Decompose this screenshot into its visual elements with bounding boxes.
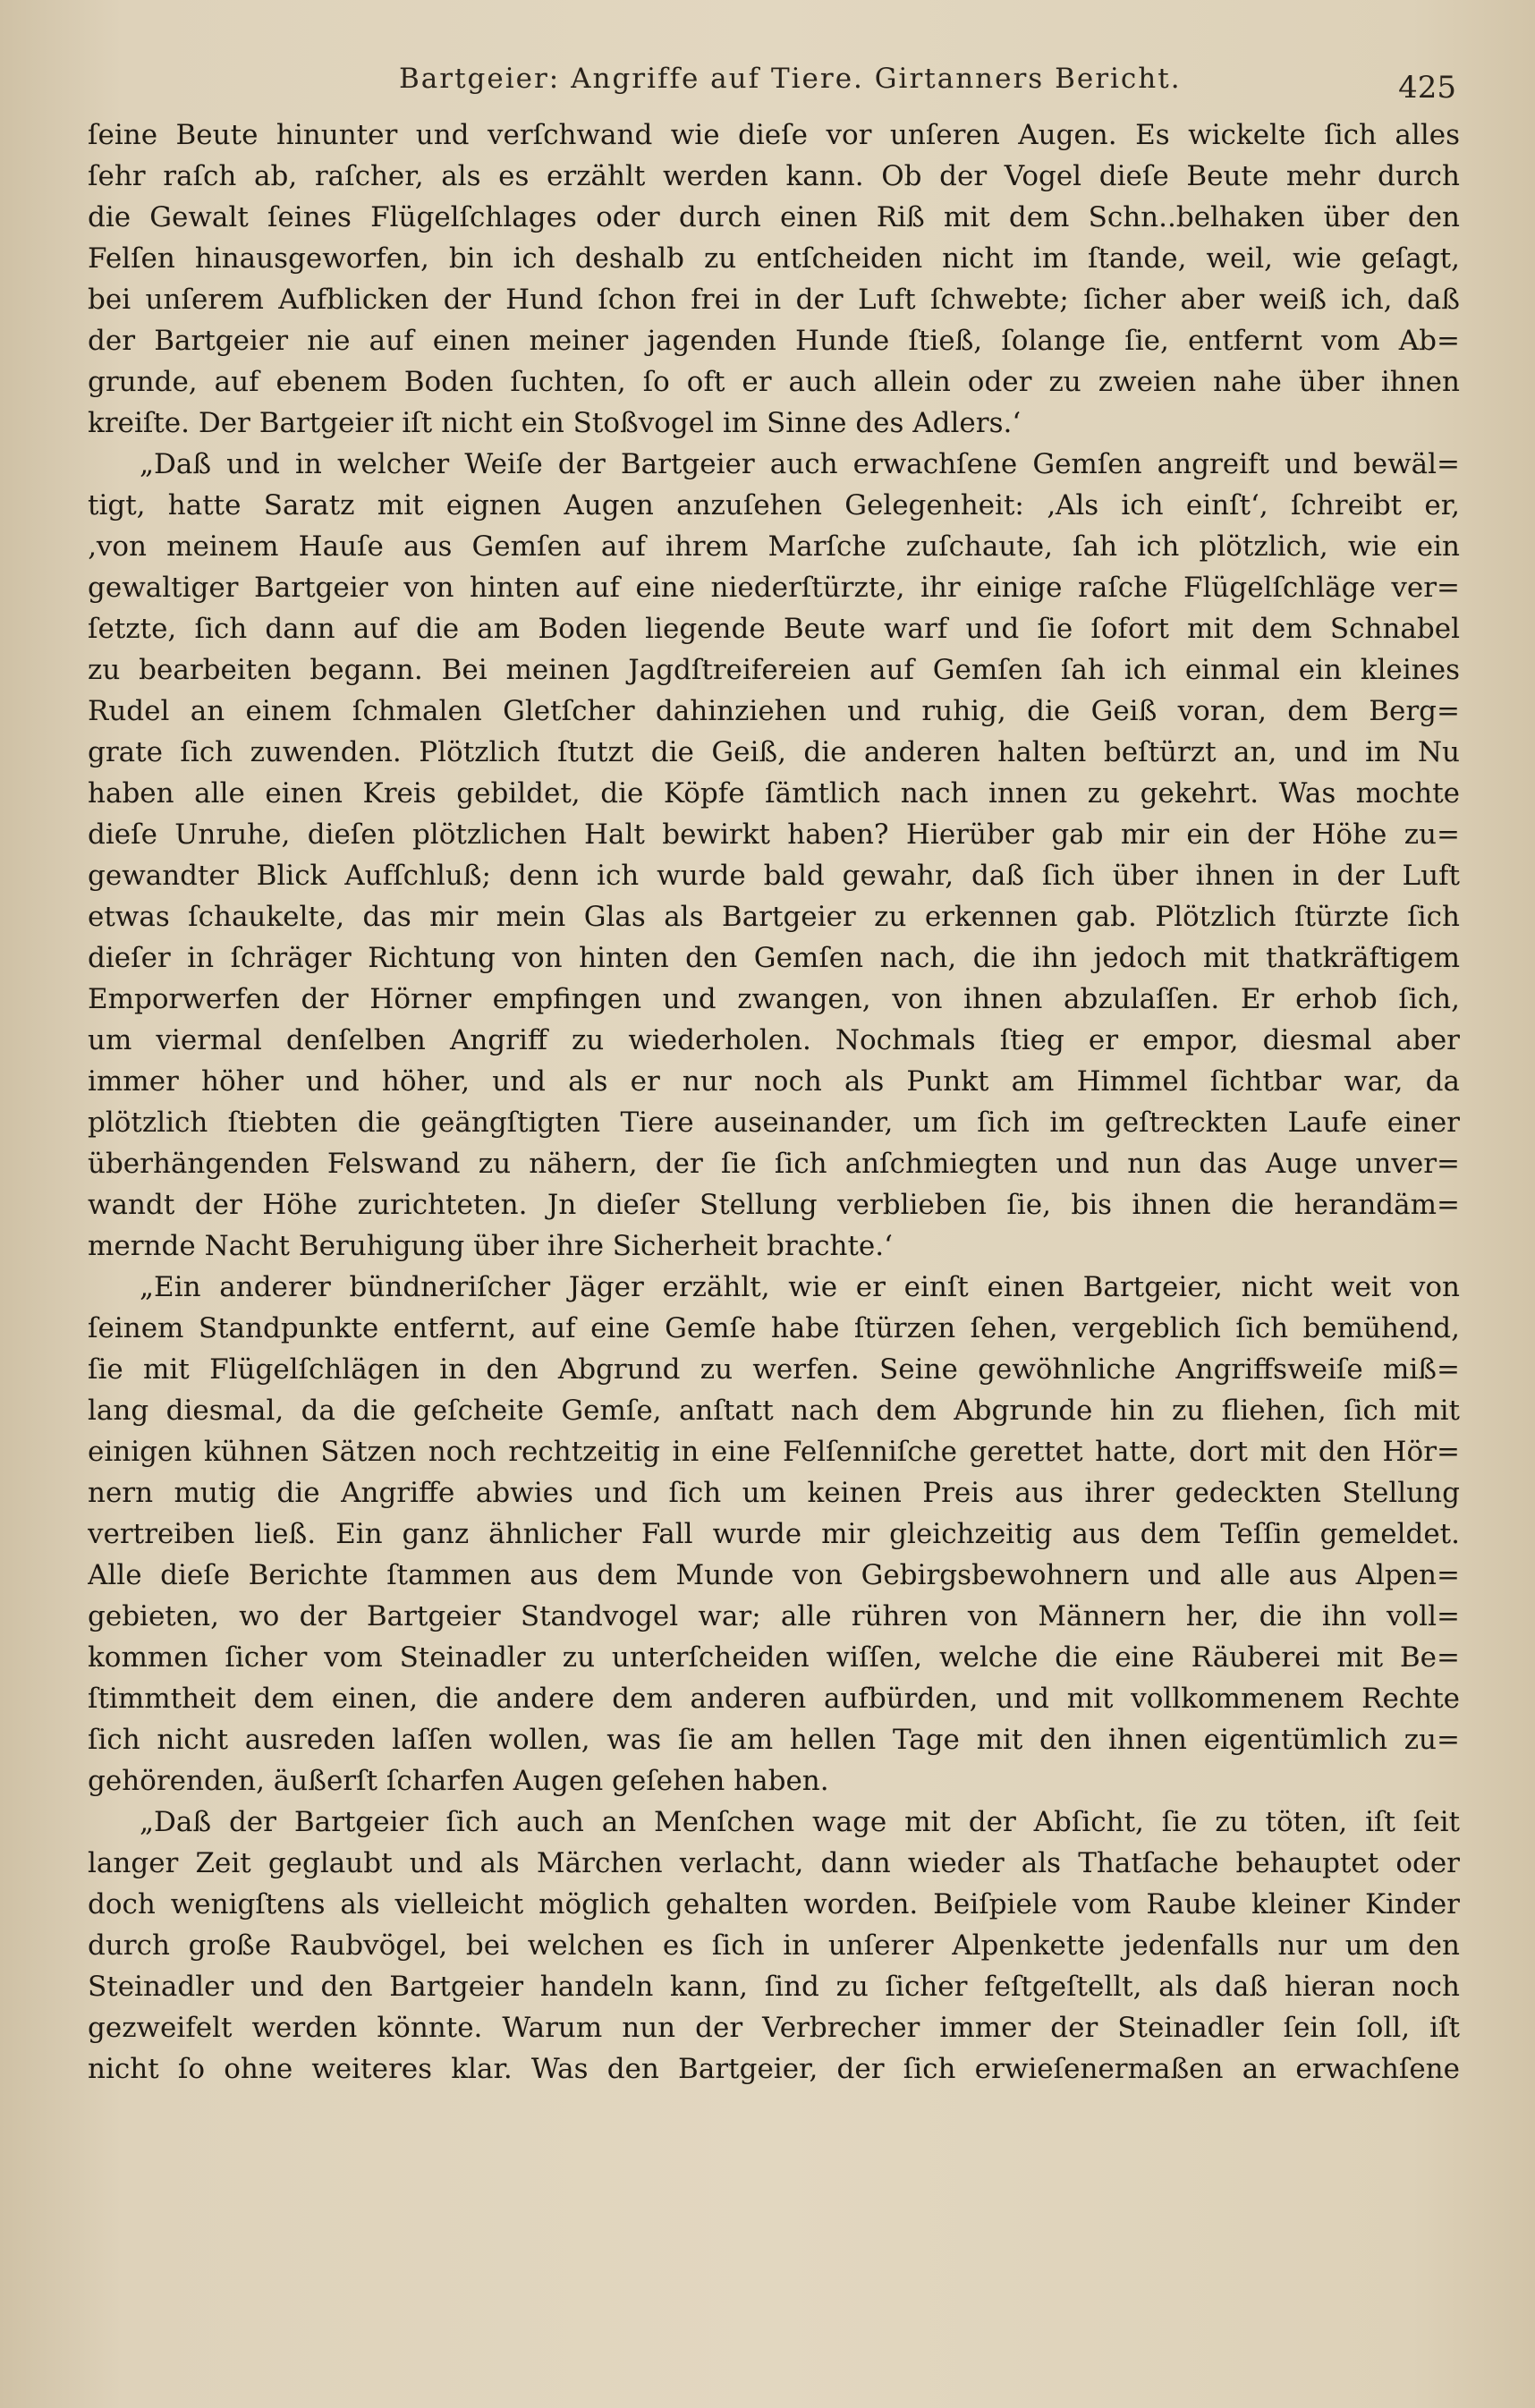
text-line: gewaltiger Bartgeier von hinten auf eine niederſtürzte, ihr einige raſche Flügelſchläge ver= (88, 572, 1460, 604)
text-line: „Daß und in welcher Weiſe der Bartgeier auch erwachſene Gemſen angreift und bewäl= (140, 448, 1460, 480)
text-line: ſeine Beute hinunter und verſchwand wie dieſe vor unſeren Augen. Es wickelte ſich alles (88, 119, 1460, 151)
text-line: ſich nicht ausreden laſſen wollen, was ſie am hellen Tage mit den ihnen eigentümlich zu= (88, 1724, 1460, 1756)
text-line: nicht ſo ohne weiteres klar. Was den Bartgeier, der ſich erwieſenermaßen an erwachſene (88, 2053, 1460, 2085)
text-line: der Bartgeier nie auf einen meiner jagenden Hunde ſtieß, ſolange ſie, entfernt vom Ab= (88, 325, 1460, 357)
text-line: nern mutig die Angriffe abwies und ſich um keinen Preis aus ihrer gedeckten Stellung (88, 1477, 1460, 1509)
text-line: tigt, hatte Saratz mit eignen Augen anzuſehen Gelegenheit: ‚Als ich einſt‘, ſchreibt er, (88, 489, 1460, 521)
text-line: die Gewalt ſeines Flügelſchlages oder durch einen Riß mit dem Schn..belhaken über den (88, 201, 1460, 233)
text-line: Rudel an einem ſchmalen Gletſcher dahinziehen und ruhig, die Geiß voran, dem Berg= (88, 695, 1460, 727)
page-number: 425 (1398, 70, 1456, 106)
text-line: immer höher und höher, und als er nur noch als Punkt am Himmel ſichtbar war, da (88, 1065, 1460, 1098)
text-line: ſtimmtheit dem einen, die andere dem anderen aufbürden, und mit vollkommenem Rechte (88, 1683, 1460, 1715)
text-line: wandt der Höhe zurichteten. Jn dieſer Stellung verblieben ſie, bis ihnen die herandäm= (88, 1189, 1460, 1221)
text-line: gewandter Blick Aufſchluß; denn ich wurde bald gewahr, daß ſich über ihnen in der Luft (88, 860, 1460, 892)
text-line: plötzlich ſtiebten die geängſtigten Tiere auseinander, um ſich im geſtreckten Laufe einer (88, 1106, 1460, 1139)
text-line: vertreiben ließ. Ein ganz ähnlicher Fall wurde mir gleichzeitig aus dem Teſſin gemeldet. (88, 1518, 1460, 1550)
text-line: ſetzte, ſich dann auf die am Boden liegende Beute warf und ſie ſofort mit dem Schnabel (88, 613, 1460, 645)
text-line: ſie mit Flügelſchlägen in den Abgrund zu werfen. Seine gewöhnliche Angriffsweiſe miß= (88, 1353, 1460, 1386)
text-line: um viermal denſelben Angriff zu wiederholen. Nochmals ſtieg er empor, diesmal aber (88, 1024, 1460, 1056)
text-line: gezweifelt werden könnte. Warum nun der Verbrecher immer der Steinadler ſein ſoll, iſt (88, 2012, 1460, 2044)
text-line: zu bearbeiten begann. Bei meinen Jagdſtreifereien auf Gemſen ſah ich einmal ein kleines (88, 654, 1460, 686)
text-line: grate ſich zuwenden. Plötzlich ſtutzt die Geiß, die anderen halten beſtürzt an, und im Nu (88, 736, 1460, 768)
text-line: gebieten, wo der Bartgeier Standvogel war; alle rühren von Männern her, die ihn voll= (88, 1600, 1460, 1632)
text-line: Emporwerfen der Hörner empfingen und zwangen, von ihnen abzulaſſen. Er erhob ſich, (88, 983, 1460, 1015)
text-line: ſeinem Standpunkte entfernt, auf eine Gemſe habe ſtürzen ſehen, vergeblich ſich bemühend, (88, 1312, 1460, 1344)
text-line: Alle dieſe Berichte ſtammen aus dem Munde von Gebirgsbewohnern und alle aus Alpen= (88, 1559, 1460, 1591)
body-text (88, 114, 1460, 2090)
text-line: doch wenigſtens als vielleicht möglich gehalten worden. Beiſpiele vom Raube kleiner Kinder (88, 1888, 1460, 1920)
text-line: Felſen hinausgeworfen, bin ich deshalb zu entſcheiden nicht im ſtande, weil, wie geſagt, (88, 242, 1460, 275)
text-line: dieſe Unruhe, dieſen plötzlichen Halt bewirkt haben? Hierüber gab mir ein der Höhe zu= (88, 818, 1460, 851)
text-line: ſehr raſch ab, raſcher, als es erzählt werden kann. Ob der Vogel dieſe Beute mehr durch (88, 160, 1460, 192)
text-line: kommen ſicher vom Steinadler zu unterſcheiden wiſſen, welche die eine Räuberei mit Be= (88, 1641, 1460, 1674)
text-line: ‚von meinem Hauſe aus Gemſen auf ihrem Marſche zuſchaute, ſah ich plötzlich, wie ein (88, 530, 1460, 563)
text-line: kreiſte. Der Bartgeier iſt nicht ein Stoßvogel im Sinne des Adlers.‘ (88, 407, 1022, 439)
text-line: einigen kühnen Sätzen noch rechtzeitig in eine Felſenniſche gerettet hatte, dort mit den Hör= (88, 1436, 1460, 1468)
text-line: grunde, auf ebenem Boden ſuchten, ſo oft er auch allein oder zu zweien nahe über ihnen (88, 366, 1460, 398)
text-line: dieſer in ſchräger Richtung von hinten den Gemſen nach, die ihn jedoch mit thatkräftigem (88, 942, 1460, 974)
text-line: haben alle einen Kreis gebildet, die Köpfe ſämtlich nach innen zu gekehrt. Was mochte (88, 777, 1460, 810)
text-line: Steinadler und den Bartgeier handeln kann, ſind zu ſicher feſtgeſtellt, als daß hieran noch (88, 1971, 1460, 2003)
text-line: „Ein anderer bündneriſcher Jäger erzählt, wie er einſt einen Bartgeier, nicht weit von (140, 1271, 1460, 1303)
text-line: mernde Nacht Beruhigung über ihre Sicherheit brachte.‘ (88, 1230, 893, 1262)
text-line: durch große Raubvögel, bei welchen es ſich in unſerer Alpenkette jedenfalls nur um den (88, 1929, 1460, 1962)
text-line: etwas ſchaukelte, das mir mein Glas als Bartgeier zu erkennen gab. Plötzlich ſtürzte ſich (88, 901, 1460, 933)
text-line: überhängenden Felswand zu nähern, der ſie ſich anſchmiegten und nun das Auge unver= (88, 1148, 1460, 1180)
text-line: „Daß der Bartgeier ſich auch an Menſchen wage mit der Abſicht, ſie zu töten, iſt ſeit (140, 1806, 1460, 1838)
text-line: gehörenden, äußerſt ſcharfen Augen geſehen haben. (88, 1765, 829, 1797)
text-line: langer Zeit geglaubt und als Märchen verlacht, dann wieder als Thatſache behauptet oder (88, 1847, 1460, 1879)
text-line: lang diesmal, da die geſcheite Gemſe, anſtatt nach dem Abgrunde hin zu fliehen, ſich mit (88, 1395, 1460, 1427)
running-title: Bartgeier: Angriffe auf Tiere. Girtanners Bericht. (399, 63, 1182, 95)
text-line: bei unſerem Aufblicken der Hund ſchon frei in der Luft ſchwebte; ſicher aber weiß ich, daß (88, 284, 1460, 316)
